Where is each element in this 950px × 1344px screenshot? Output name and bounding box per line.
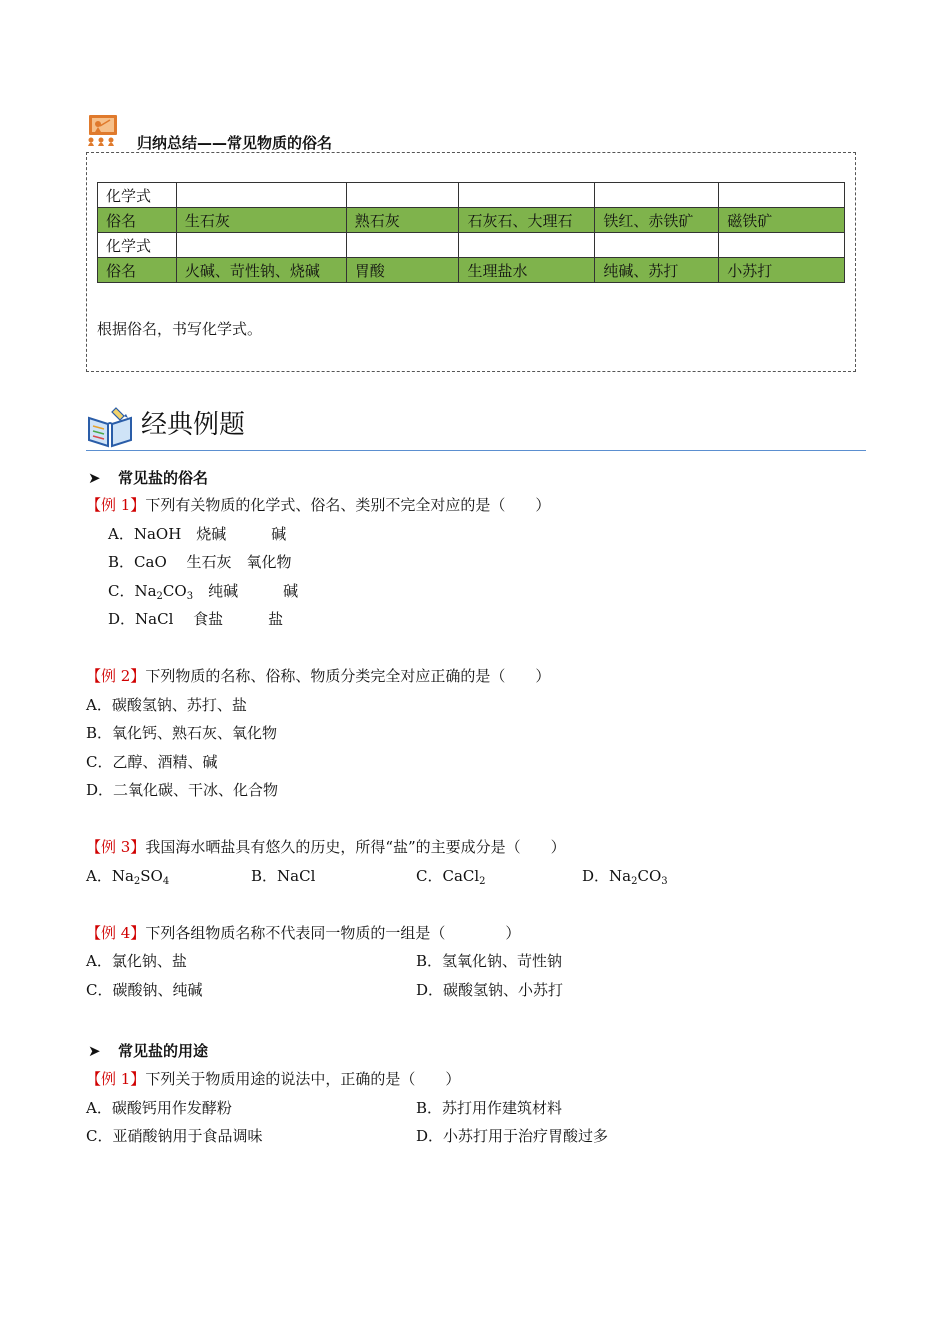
- subscript: 2: [479, 876, 486, 887]
- option-text: D．Na: [582, 867, 632, 885]
- option-d: D．NaCl 食盐 盐: [108, 610, 284, 628]
- subscript: 4: [162, 876, 170, 887]
- option-a: A．氯化钠、盐: [86, 952, 187, 970]
- subscript: 3: [186, 591, 194, 602]
- option-c: [416, 865, 486, 886]
- option-c: C．亚硝酸钠用于食品调味: [86, 1127, 263, 1145]
- section-divider: [86, 450, 866, 451]
- example-2-stem: [86, 665, 550, 686]
- table-row: [98, 233, 845, 258]
- topic-heading-names: [88, 467, 208, 488]
- table-cell: 化学式: [98, 233, 177, 258]
- table-cell: 铁红、赤铁矿: [595, 208, 719, 233]
- option-d: [582, 865, 668, 886]
- table-cell: [719, 233, 845, 258]
- option-b: B．氧化钙、熟石灰、氧化物: [86, 724, 278, 742]
- option-b: B．CaO 生石灰 氧化物: [108, 553, 292, 571]
- example-tag: 【例 4】: [86, 924, 146, 942]
- option-a: A．碳酸钙用作发酵粉: [86, 1099, 232, 1117]
- table-cell: [346, 233, 459, 258]
- table-cell: [346, 183, 459, 208]
- example-tag: 【例 1】: [86, 496, 146, 514]
- topic-heading-text: 常见盐的用途: [118, 1042, 209, 1060]
- table-cell: 磁铁矿: [719, 208, 845, 233]
- example-uses-1-stem: [86, 1068, 460, 1089]
- option-b: B．氢氧化钠、苛性钠: [416, 952, 563, 970]
- table-row: [98, 258, 845, 283]
- example-tag: 【例 2】: [86, 667, 146, 685]
- table-cell: [595, 233, 719, 258]
- option-c: C．碳酸钠、纯碱: [86, 981, 203, 999]
- summary-title: 归纳总结——常见物质的俗名: [137, 134, 333, 152]
- summary-teacher-icon: [86, 113, 120, 147]
- arrow-bullet-icon: ➤: [88, 1042, 101, 1060]
- example-tag: 【例 3】: [86, 838, 146, 856]
- table-row: [98, 208, 845, 233]
- open-book-icon: [86, 404, 134, 448]
- example-1-stem: [86, 494, 550, 515]
- example-4-stem: [86, 922, 520, 943]
- option-a: A．NaOH 烧碱 碱: [108, 525, 287, 543]
- subscript: 2: [631, 876, 638, 887]
- option-b: B．NaCl: [251, 867, 316, 885]
- option-a: [86, 865, 169, 886]
- example-3-stem: [86, 836, 566, 857]
- table-cell: [176, 233, 346, 258]
- table-row: [98, 183, 845, 208]
- option-text: C．Na: [108, 582, 157, 600]
- option-c: C．乙醇、酒精、碱: [86, 753, 218, 771]
- topic-heading-text: 常见盐的俗名: [118, 469, 209, 487]
- option-b: B．苏打用作建筑材料: [416, 1099, 563, 1117]
- table-cell: 火碱、苛性钠、烧碱: [176, 258, 346, 283]
- subscript: 2: [156, 591, 163, 602]
- topic-heading-uses: [88, 1040, 208, 1061]
- table-cell: 俗名: [98, 208, 177, 233]
- question-text: 下列各组物质名称不代表同一物质的一组是（ ）: [145, 924, 521, 942]
- option-c: [108, 580, 298, 601]
- option-text: SO: [140, 867, 163, 885]
- option-d: D．二氧化碳、干冰、化合物: [86, 781, 279, 799]
- table-cell: 小苏打: [719, 258, 845, 283]
- option-d: D．小苏打用于治疗胃酸过多: [416, 1127, 609, 1145]
- subscript: 2: [133, 876, 141, 887]
- question-text: 下列物质的名称、俗称、物质分类完全对应正确的是（ ）: [145, 667, 551, 685]
- table-cell: 生石灰: [176, 208, 346, 233]
- option-text: CO: [637, 867, 662, 885]
- table-cell: [459, 233, 595, 258]
- table-cell: [719, 183, 845, 208]
- table-cell: 石灰石、大理石: [459, 208, 595, 233]
- section-title: 经典例题: [141, 410, 246, 440]
- option-d: D．碳酸氢钠、小苏打: [416, 981, 564, 999]
- table-cell: [595, 183, 719, 208]
- table-cell: 化学式: [98, 183, 177, 208]
- subscript: 3: [661, 876, 668, 887]
- table-cell: 纯碱、苏打: [595, 258, 719, 283]
- table-cell: 胃酸: [346, 258, 459, 283]
- summary-note: 根据俗名，书写化学式。: [97, 320, 263, 338]
- option-a: A．碳酸氢钠、苏打、盐: [86, 696, 247, 714]
- common-names-table: [97, 182, 845, 283]
- table-cell: [459, 183, 595, 208]
- question-text: 下列有关物质的化学式、俗名、类别不完全对应的是（ ）: [145, 496, 551, 514]
- table-cell: [176, 183, 346, 208]
- option-text: 纯碱 碱: [193, 582, 299, 600]
- question-text: 我国海水晒盐具有悠久的历史，所得“盐”的主要成分是（ ）: [145, 838, 566, 856]
- question-text: 下列关于物质用途的说法中，正确的是（ ）: [145, 1070, 461, 1088]
- option-text: A．Na: [86, 867, 134, 885]
- example-tag: 【例 1】: [86, 1070, 146, 1088]
- option-text: C．CaCl: [416, 867, 480, 885]
- arrow-bullet-icon: ➤: [88, 469, 101, 487]
- table-cell: 俗名: [98, 258, 177, 283]
- option-text: CO: [162, 582, 187, 600]
- table-cell: 生理盐水: [459, 258, 595, 283]
- table-cell: 熟石灰: [346, 208, 459, 233]
